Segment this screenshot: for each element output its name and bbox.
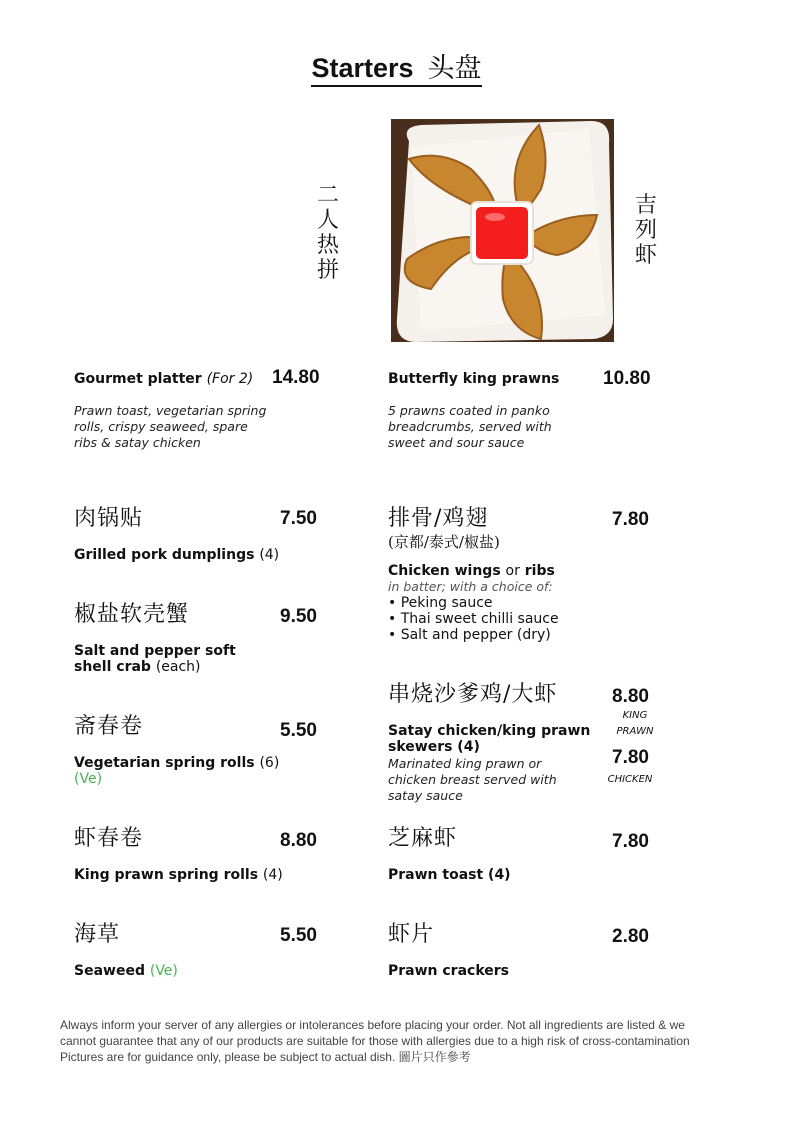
satay-chinese: 串烧沙爹鸡/大虾 — [388, 682, 558, 707]
prawn-toast-price: 7.80 — [612, 831, 649, 852]
wings-ribs-options: in batter; with a choice of: • Peking sauce • Thai sweet chilli sauce • Salt and pepper (dry) — [388, 579, 559, 643]
prawn-rolls-chinese: 虾春卷 — [74, 826, 144, 851]
wings-ribs-price: 7.80 — [612, 509, 649, 530]
title-chinese: 头盘 — [427, 53, 482, 84]
vegan-badge: (Ve) — [74, 771, 103, 787]
prawn-crackers-chinese: 虾片 — [388, 922, 435, 947]
seaweed-chinese: 海草 — [74, 922, 121, 947]
seaweed-price: 5.50 — [280, 925, 317, 946]
prawn-toast-name: Prawn toast (4) — [388, 867, 511, 883]
dish-photo — [391, 119, 614, 342]
pork-dumplings-price: 7.50 — [280, 508, 317, 529]
option-thai: • Thai sweet chilli sauce — [388, 611, 559, 627]
satay-prawn-label: KING PRAWN — [616, 710, 654, 737]
satay-description: Marinated king prawn or chicken breast served with satay sauce — [388, 756, 557, 803]
veg-rolls-chinese: 斋春卷 — [74, 714, 144, 739]
satay-chicken-label: CHICKEN — [607, 774, 653, 785]
veg-rolls-name: Vegetarian spring rolls (6) (Ve) — [74, 755, 280, 787]
prawn-crackers-price: 2.80 — [612, 926, 649, 947]
crab-chinese: 椒盐软壳蟹 — [74, 602, 190, 627]
prawn-rolls-name: King prawn spring rolls (4) — [74, 867, 283, 883]
wings-ribs-chinese: 排骨/鸡翅 — [388, 506, 489, 531]
crab-name: Salt and pepper soft shell crab (each) — [74, 643, 236, 675]
crab-price: 9.50 — [280, 606, 317, 627]
prawn-rolls-price: 8.80 — [280, 830, 317, 851]
veg-rolls-price: 5.50 — [280, 720, 317, 741]
pork-dumplings-name: Grilled pork dumplings (4) — [74, 547, 280, 563]
wings-ribs-name: Chicken wings or ribs — [388, 563, 555, 579]
butterfly-prawns-price: 10.80 — [603, 368, 651, 389]
wings-ribs-chinese-sub: (京都/泰式/椒盐) — [388, 533, 500, 551]
butterfly-prawns-description: 5 prawns coated in panko breadcrumbs, served with sweet and sour sauce — [388, 403, 552, 450]
option-salt-pepper: • Salt and pepper (dry) — [388, 627, 551, 643]
allergy-disclaimer: Always inform your server of any allergies or intolerances before placing your order. Not all ingredients are listed & we cannot guarantee that any of our products are suitable for those with allergies due to a high risk of cross-contamination Pictures are for guidance only, please be subject to actual dish. 圖片只作參考 — [60, 1018, 690, 1064]
satay-prawn-price: 8.80 — [612, 686, 649, 707]
gourmet-platter-name: Gourmet platter (For 2) — [74, 371, 254, 387]
butterfly-prawn-image — [391, 119, 614, 342]
title-english: Starters — [311, 53, 414, 83]
satay-name: Satay chicken/king prawn skewers (4) — [388, 723, 591, 755]
pork-dumplings-chinese: 肉锅贴 — [74, 506, 144, 531]
vertical-label-butterfly: 吉 列 虾 — [634, 193, 657, 268]
butterfly-prawns-name: Butterfly king prawns — [388, 371, 560, 387]
option-peking: • Peking sauce — [388, 595, 493, 611]
gourmet-platter-description: Prawn toast, vegetarian spring rolls, crispy seaweed, spare ribs & satay chicken — [74, 403, 267, 450]
prawn-toast-chinese: 芝麻虾 — [388, 826, 458, 851]
page-title — [0, 52, 793, 87]
prawn-crackers-name: Prawn crackers — [388, 963, 510, 979]
gourmet-platter-price: 14.80 — [272, 367, 320, 388]
seaweed-name: Seaweed (Ve) — [74, 963, 178, 979]
satay-chicken-price: 7.80 — [612, 747, 649, 768]
vegan-badge: (Ve) — [149, 963, 178, 979]
vertical-label-gourmet: 二 人 热 拼 — [316, 183, 339, 283]
